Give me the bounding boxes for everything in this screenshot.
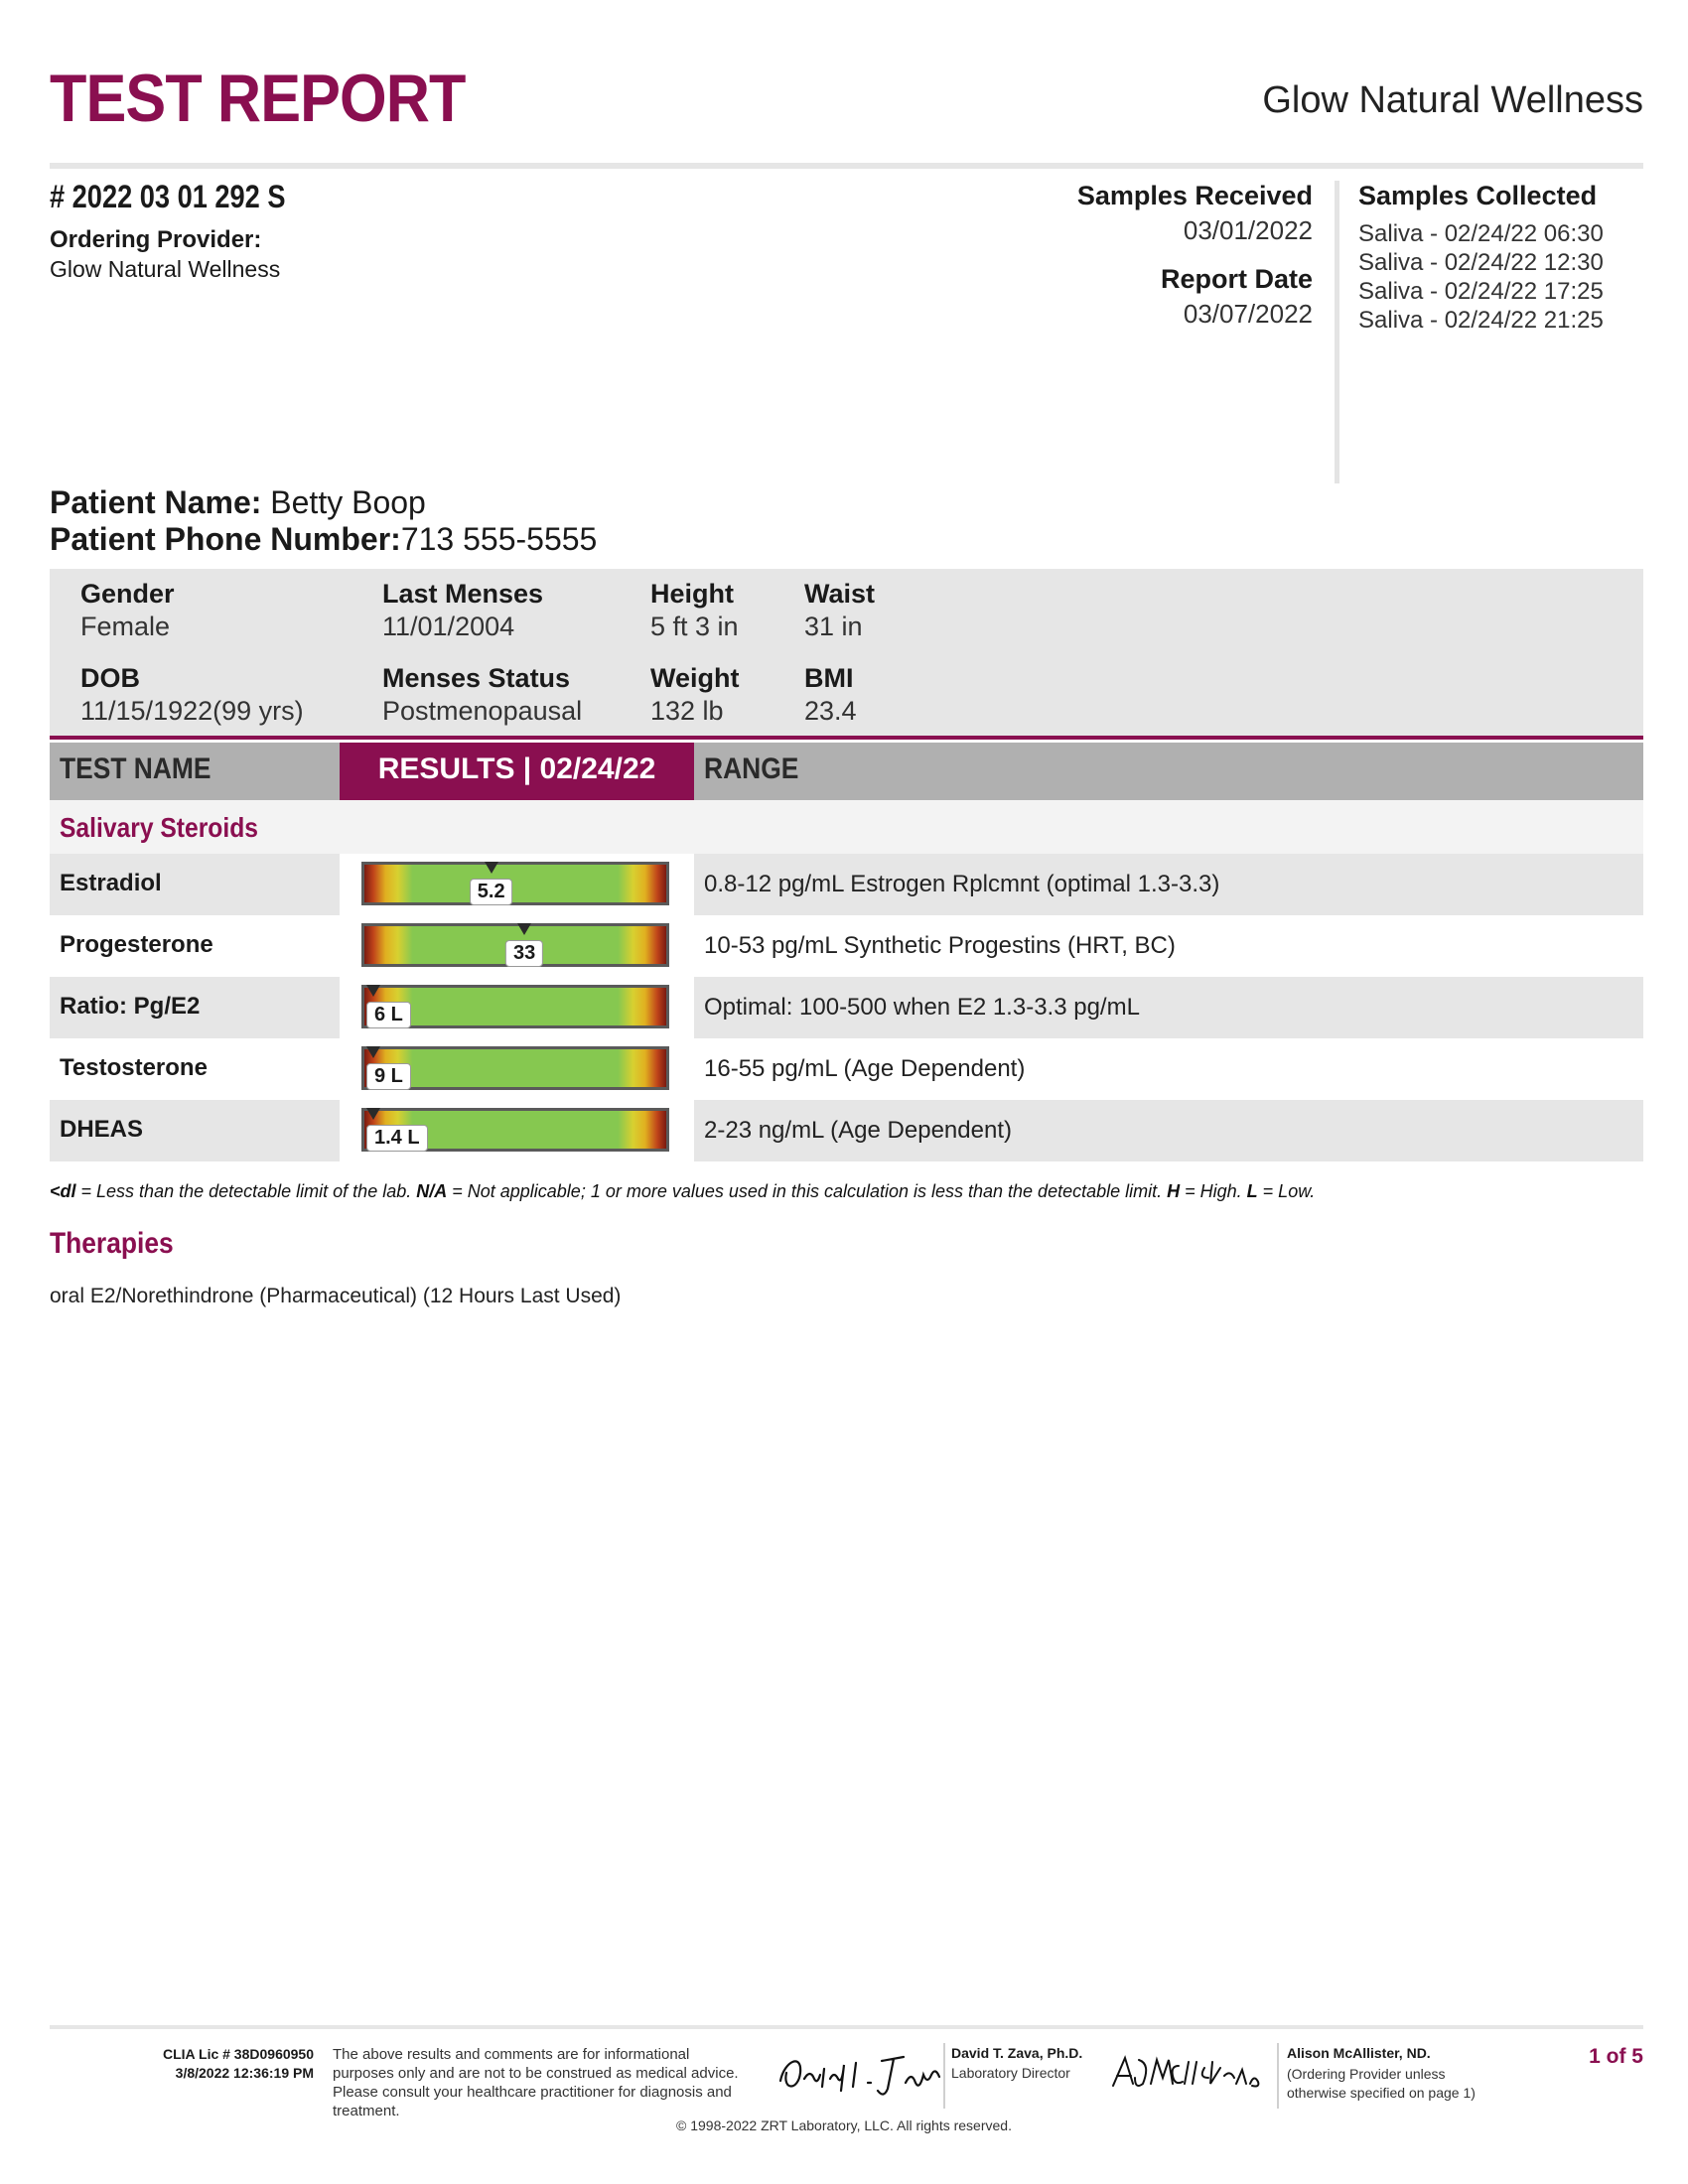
weight-cell — [650, 663, 740, 727]
test-name: Testosterone — [60, 1054, 208, 1081]
results-table-header — [50, 743, 1643, 800]
header-divider — [50, 163, 1643, 169]
provider-note: (Ordering Provider unless otherwise specified on page 1) — [1287, 2066, 1476, 2101]
weight-label: Weight — [650, 663, 740, 693]
height-cell — [650, 579, 739, 642]
disclaimer: The above results and comments are for informational purposes only and are not to be construed as medical advice. Please consult your healthcare practitioner for diagnosis and treatment. — [333, 2046, 739, 2119]
test-name: Progesterone — [60, 931, 213, 958]
result-bar — [361, 862, 669, 905]
report-date-value: 03/07/2022 — [1183, 299, 1313, 329]
legend-dl-key: <dl — [50, 1181, 76, 1201]
result-marker — [366, 1108, 380, 1120]
legend-na-key: N/A — [416, 1181, 448, 1201]
waist-value: 31 in — [804, 612, 863, 641]
column-header-results — [340, 743, 694, 800]
menses-status-value: Postmenopausal — [382, 696, 583, 726]
reference-range: 0.8-12 pg/mL Estrogen Rplcmnt (optimal 1.3-3.3) — [704, 871, 1220, 897]
samples-received-date: 03/01/2022 — [1183, 215, 1313, 245]
print-timestamp: 3/8/2022 12:36:19 PM — [175, 2065, 314, 2081]
samples-collected — [1358, 181, 1604, 335]
column-header-results-label: RESULTS | 02/24/22 — [377, 752, 656, 785]
table-row — [50, 915, 1643, 977]
table-row — [50, 1100, 1643, 1161]
reference-range: 16-55 pg/mL (Age Dependent) — [704, 1055, 1026, 1082]
result-marker — [517, 923, 531, 935]
result-cell — [340, 1100, 694, 1161]
height-value: 5 ft 3 in — [650, 612, 739, 641]
report-title: TEST REPORT — [50, 61, 466, 136]
test-name: Ratio: Pg/E2 — [60, 993, 201, 1020]
sample-item: Saliva - 02/24/22 21:25 — [1358, 307, 1604, 334]
footer-separator — [1277, 2043, 1279, 2109]
bmi-label: BMI — [804, 663, 854, 693]
menses-status-label: Menses Status — [382, 663, 571, 693]
provider-signature — [1107, 2048, 1266, 2098]
patient-phone: 713 555-5555 — [400, 521, 598, 557]
legend-l-text: = Low. — [1257, 1181, 1316, 1201]
demographics-panel — [50, 569, 1643, 740]
bmi-cell — [804, 663, 857, 727]
patient-phone-line — [50, 521, 597, 558]
samples-received-label: Samples Received — [1076, 181, 1313, 210]
result-bar — [361, 1108, 669, 1152]
clia-block — [129, 2045, 314, 2083]
dob-value: 11/15/1922(99 yrs) — [80, 696, 304, 726]
result-bar — [361, 923, 669, 967]
last-menses-cell — [382, 579, 543, 642]
legend-dl-text: = Less than the detectable limit of the lab. — [75, 1181, 417, 1201]
last-menses-value: 11/01/2004 — [382, 612, 515, 641]
height-label: Height — [650, 579, 734, 609]
therapies-title: Therapies — [50, 1227, 174, 1260]
result-value: 33 — [505, 940, 543, 967]
gender-value: Female — [80, 612, 171, 641]
section-header — [50, 800, 1643, 854]
sample-item: Saliva - 02/24/22 17:25 — [1358, 278, 1604, 305]
reference-range: 2-23 ng/mL (Age Dependent) — [704, 1117, 1012, 1144]
section-title: Salivary Steroids — [60, 812, 258, 843]
reference-range: Optimal: 100-500 when E2 1.3-3.3 pg/mL — [704, 994, 1140, 1021]
dob-label: DOB — [80, 663, 140, 693]
menses-status-cell — [382, 663, 582, 727]
waist-cell — [804, 579, 875, 642]
samples-collected-label: Samples Collected — [1358, 181, 1598, 210]
provider-name: Alison McAllister, ND. — [1287, 2045, 1431, 2061]
samples-received — [1077, 181, 1313, 246]
table-row — [50, 854, 1643, 915]
column-header-range: RANGE — [704, 752, 799, 785]
legend-l-key: L — [1246, 1181, 1258, 1201]
ordering-provider-label: Ordering Provider: — [50, 226, 262, 253]
patient-name-line — [50, 484, 426, 521]
result-cell — [340, 977, 694, 1038]
patient-name: Betty Boop — [270, 484, 426, 520]
report-date-label: Report Date — [1160, 264, 1313, 294]
table-row — [50, 977, 1643, 1038]
waist-label: Waist — [804, 579, 876, 609]
footer-separator — [943, 2043, 945, 2109]
therapy-item: oral E2/Norethindrone (Pharmaceutical) (12 Hours Last Used) — [50, 1285, 622, 1307]
sample-item: Saliva - 02/24/22 06:30 — [1358, 220, 1604, 247]
result-cell — [340, 915, 694, 977]
gender-cell — [80, 579, 175, 642]
patient-name-label: Patient Name: — [50, 484, 262, 520]
page-number: 1 of 5 — [1589, 2045, 1643, 2068]
gender-label: Gender — [80, 579, 175, 609]
report-date — [1161, 264, 1313, 330]
director-signature — [773, 2043, 941, 2103]
result-cell — [340, 854, 694, 915]
ordering-provider-name: Glow Natural Wellness — [50, 256, 281, 282]
result-marker — [366, 985, 380, 997]
legend-h-text: = High. — [1180, 1181, 1247, 1201]
result-marker — [366, 1046, 380, 1058]
dob-cell — [80, 663, 304, 727]
clia-license: CLIA Lic # 38D0960950 — [162, 2046, 314, 2062]
header-vertical-divider — [1335, 181, 1339, 483]
result-value: 1.4 L — [366, 1125, 428, 1152]
table-row — [50, 1038, 1643, 1100]
footer-divider — [50, 2025, 1643, 2029]
legend-h-key: H — [1167, 1181, 1181, 1201]
result-value: 9 L — [366, 1063, 411, 1090]
director-title: Laboratory Director — [951, 2065, 1070, 2081]
test-name: DHEAS — [60, 1116, 144, 1143]
director-name: David T. Zava, Ph.D. — [951, 2045, 1083, 2061]
legend-na-text: = Not applicable; 1 or more values used in this calculation is less than the detectable limit. — [447, 1181, 1168, 1201]
bmi-value: 23.4 — [804, 696, 857, 726]
weight-value: 132 lb — [650, 696, 724, 726]
result-value: 6 L — [366, 1002, 411, 1028]
last-menses-label: Last Menses — [382, 579, 544, 609]
copyright: © 1998-2022 ZRT Laboratory, LLC. All rights reserved. — [676, 2117, 1012, 2133]
result-bar — [361, 1046, 669, 1090]
patient-phone-label: Patient Phone Number: — [50, 521, 401, 557]
column-header-test-name: TEST NAME — [60, 752, 211, 785]
test-name: Estradiol — [60, 870, 162, 896]
reference-range: 10-53 pg/mL Synthetic Progestins (HRT, BC) — [704, 932, 1176, 959]
report-number: # 2022 03 01 292 S — [50, 179, 286, 214]
result-value: 5.2 — [470, 879, 513, 905]
sample-item: Saliva - 02/24/22 12:30 — [1358, 249, 1604, 276]
legend — [50, 1181, 1315, 1202]
result-marker — [485, 862, 498, 874]
result-bar — [361, 985, 669, 1028]
result-cell — [340, 1038, 694, 1100]
company-name: Glow Natural Wellness — [1262, 79, 1643, 121]
